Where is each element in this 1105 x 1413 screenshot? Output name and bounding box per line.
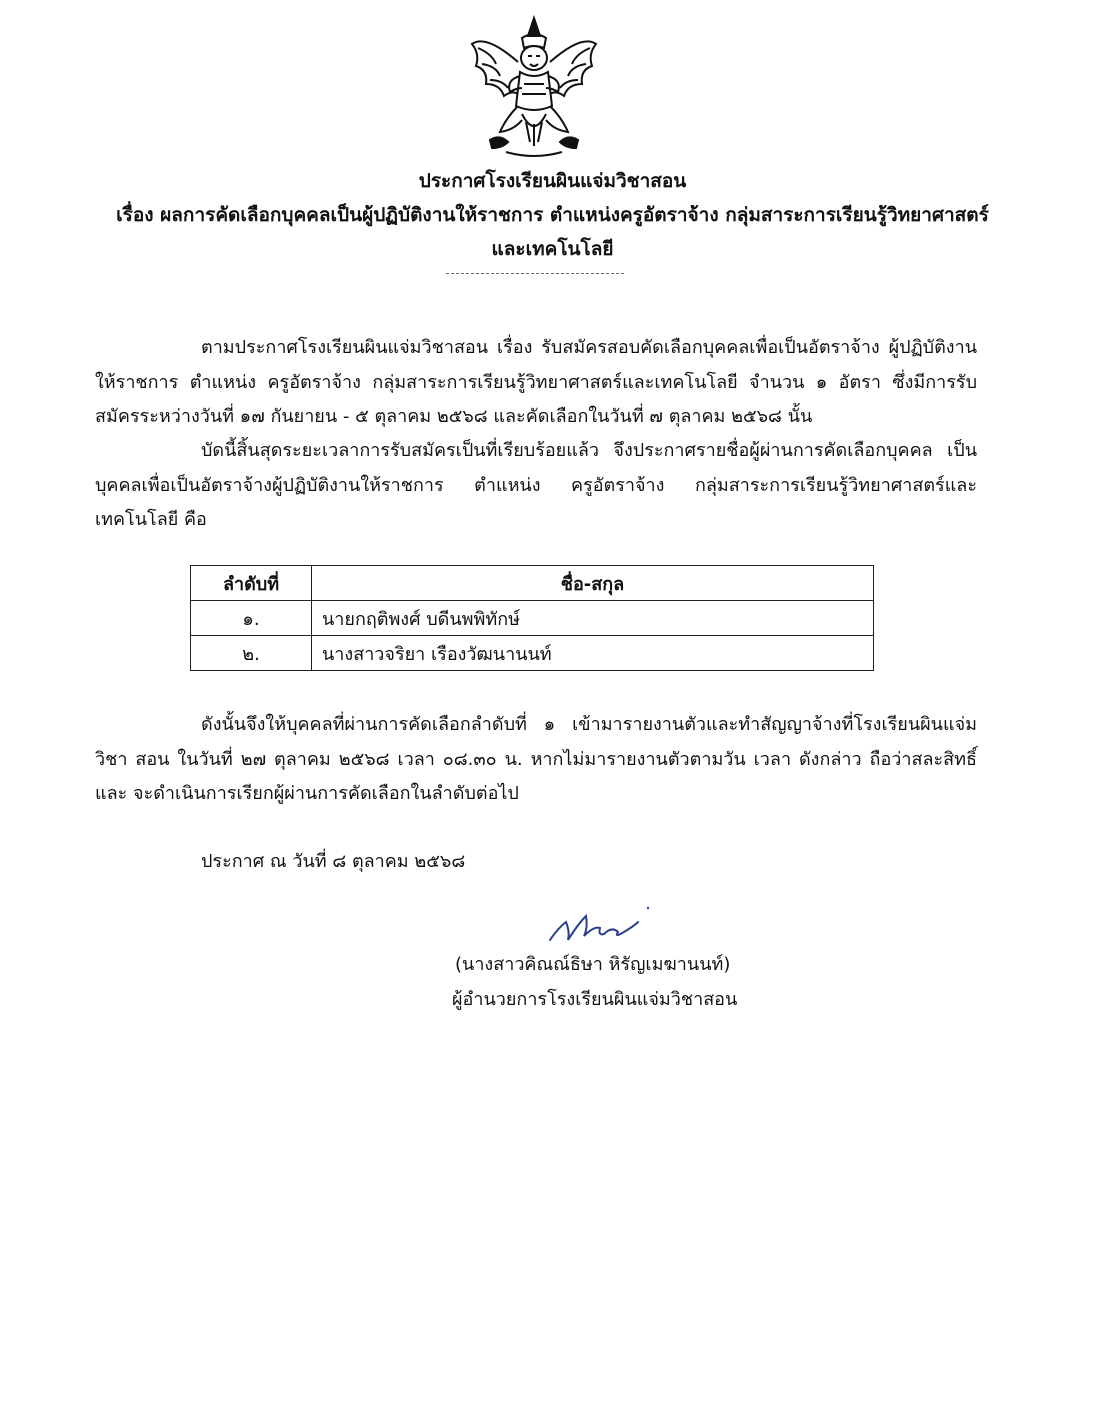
table-row (191, 636, 874, 671)
announcement-title: ประกาศโรงเรียนผินแจ่มวิชาสอน (418, 170, 687, 192)
row-order: ๒. (191, 636, 312, 671)
selected-candidates-table (190, 565, 874, 671)
title-separator (446, 273, 624, 274)
column-fullname: ชื่อ-สกุล (312, 566, 874, 601)
table-row (191, 601, 874, 636)
announcement-subject-cont: และเทคโนโลยี (491, 238, 614, 260)
handwritten-signature (544, 902, 656, 948)
table-header-row (191, 566, 874, 601)
row-fullname: นายกฤติพงศ์ บดีนพพิทักษ์ (312, 601, 874, 636)
signer-name: (นางสาวคิณณ์ธิษา หิรัญเมฆานนท์) (455, 954, 731, 975)
paragraph-instruction: ดังนั้นจึงให้บุคคลที่ผ่านการคัดเลือกลำดับที่ ๑ เข้ามารายงานตัวและทำสัญญาจ้างที่โรงเรียนผินแจ่มวิชา สอน ในวันที่ ๒๗ ตุลาคม ๒๕๖๘ เวลา ๐๘.๓๐ น. หากไม่มารายงานตัวตามวัน เวลา ดังกล่าว ถือว่าสละสิทธิ์ และ จะดำเนินการเรียกผู้ผ่านการคัดเลือกในลำดับต่อไป (95, 714, 977, 804)
column-order: ลำดับที่ (191, 566, 312, 601)
row-fullname: นางสาวจริยา เรืองวัฒนานนท์ (312, 636, 874, 671)
paragraph-background: ตามประกาศโรงเรียนผินแจ่มวิชาสอน เรื่อง รับสมัครสอบคัดเลือกบุคคลเพื่อเป็นอัตราจ้าง ผู้ปฏิบัติงานให้ราชการ ตำแหน่ง ครูอัตราจ้าง กลุ่มสาระการเรียนรู้วิทยาศาสตร์และเทคโนโลยี จำนวน ๑ อัตรา ซึ่งมีการรับสมัครระหว่างวันที่ ๑๗ กันยายน - ๕ ตุลาคม ๒๕๖๘ และคัดเลือกในวันที่ ๗ ตุลาคม ๒๕๖๘ นั้น (95, 337, 977, 427)
garuda-emblem-icon (466, 14, 602, 162)
announcement-subject: เรื่อง ผลการคัดเลือกบุคคลเป็นผู้ปฏิบัติงานให้ราชการ ตำแหน่งครูอัตราจ้าง กลุ่มสาระการเรียนรู้วิทยาศาสตร์ (116, 204, 989, 226)
signer-position: ผู้อำนวยการโรงเรียนผินแจ่มวิชาสอน (452, 989, 738, 1010)
announcement-date: ประกาศ ณ วันที่ ๘ ตุลาคม ๒๕๖๘ (201, 851, 466, 872)
paragraph-result: บัดนี้สิ้นสุดระยะเวลาการรับสมัครเป็นที่เรียบร้อยแล้ว จึงประกาศรายชื่อผู้ผ่านการคัดเลือกบุคคล เป็นบุคคลเพื่อเป็นอัตราจ้างผู้ปฏิบัติงานให้ราชการ ตำแหน่ง ครูอัตราจ้าง กลุ่มสาระการเรียนรู้วิทยาศาสตร์และ เทคโนโลยี คือ (95, 440, 977, 530)
row-order: ๑. (191, 601, 312, 636)
